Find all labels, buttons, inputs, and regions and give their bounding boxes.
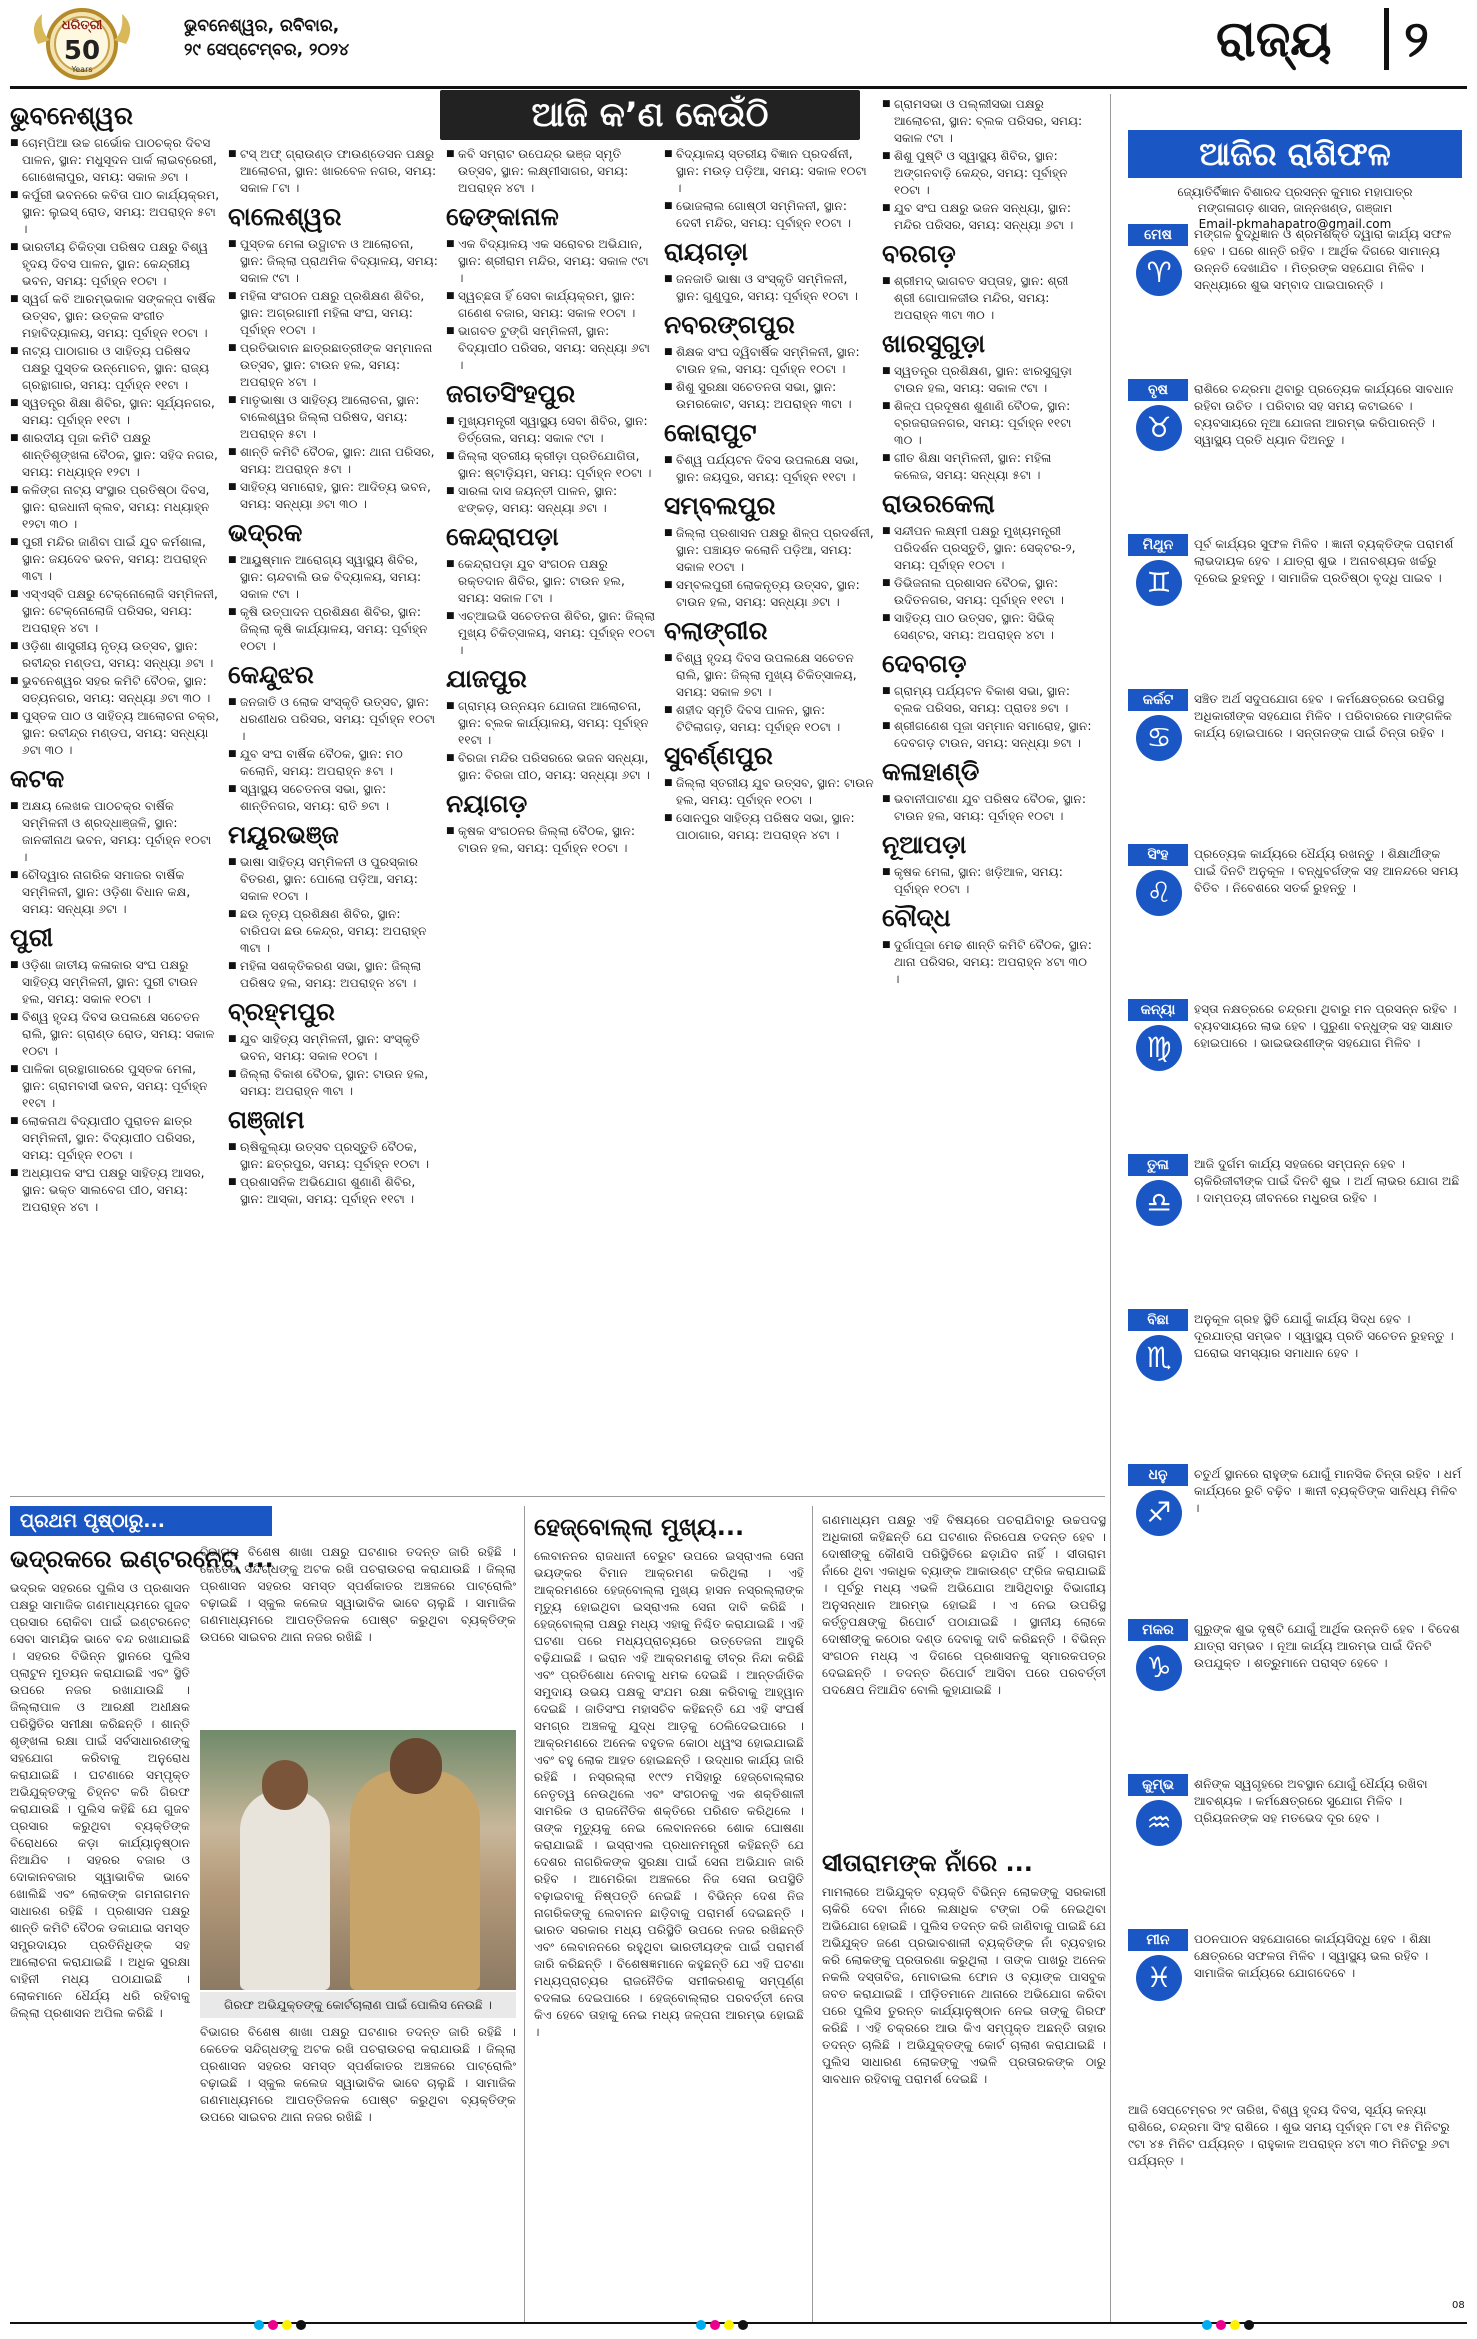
district-heading: ରାଉରକେଲା xyxy=(882,489,995,518)
zodiac-sign-entry xyxy=(1128,844,1462,994)
dateline xyxy=(184,14,349,62)
events-column xyxy=(882,96,1092,1492)
event-listing: ■ ସ୍ୱର୍ଗ କବି ଆରମ୍ଭକାଳ ସଙ୍କଳ୍ପ ବାର୍ଷିକ ଉତ୍ସବ, ସ୍ଥାନ: ଉତ୍କଳ ସଂଗୀତ ମହାବିଦ୍ୟାଳୟ, ସମୟ: ପୂର୍ବାହ୍ନ ୧୦ଟା । xyxy=(10,291,220,342)
district-heading: ବାଲେଶ୍ୱର xyxy=(228,202,342,231)
events-column xyxy=(664,146,874,1492)
zodiac-prediction-text: ହସ୍ତା ନକ୍ଷତ୍ରରେ ଚନ୍ଦ୍ରମା ଥିବାରୁ ମନ ପ୍ରସନ୍ନ ରହିବ । ବ୍ୟବସାୟରେ ଲାଭ ହେବ । ପୁରୁଣା ବନ୍ଧୁଙ୍କ ସହ ସାକ୍ଷାତ ହୋଇପାରେ । ଭାଇଭଉଣୀଙ୍କ ସହଯୋଗ ମିଳିବ । xyxy=(1194,1002,1457,1050)
events-column xyxy=(10,96,220,1492)
zodiac-symbol-icon: ♑ xyxy=(1136,1645,1182,1691)
events-column xyxy=(446,146,656,1492)
event-listing: ■ ଜିଲ୍ଲା ସ୍ତରୀୟ କ୍ରୀଡ଼ା ପ୍ରତିଯୋଗିତା, ସ୍ଥାନ: ଷ୍ଟାଡ଼ିୟମ, ସମୟ: ପୂର୍ବାହ୍ନ ୧୦ଟା । xyxy=(446,448,656,482)
anniversary-logo xyxy=(18,4,146,82)
event-listing: ■ ସ୍ୱଚ୍ଛତା ହିଁ ସେବା କାର୍ଯ୍ୟକ୍ରମ, ସ୍ଥାନ: ଗଣେଶ ବଜାର, ସମୟ: ସକାଳ ୧୦ଟା । xyxy=(446,288,656,322)
zodiac-symbol-icon: ♒ xyxy=(1136,1800,1182,1846)
reg-dot-cyan xyxy=(1202,2320,1212,2330)
event-listing: ■ ଗ୍ରାମସଭା ଓ ପଲ୍ଲୀସଭା ପକ୍ଷରୁ ଆଲୋଚନା, ସ୍ଥାନ: ବ୍ଲକ ପରିସର, ସମୟ: ସକାଳ ୯ଟା । xyxy=(882,96,1092,147)
zodiac-symbol-icon: ♊ xyxy=(1136,560,1182,606)
astrologer-email: Email-pkmahapatro@gmail.com xyxy=(1198,217,1392,231)
reg-dot-magenta xyxy=(1216,2320,1226,2330)
zodiac-sign-name: ତୁଳା xyxy=(1128,1154,1188,1176)
event-listing: ■ ଋଷିକୁଲ୍ୟା ଉତ୍ସବ ପ୍ରସ୍ତୁତି ବୈଠକ, ସ୍ଥାନ: ଛତ୍ରପୁର, ସମୟ: ପୂର୍ବାହ୍ନ ୧୦ଟା । xyxy=(228,1139,438,1173)
story-body-sitaram: ମାମଲାରେ ଅଭିଯୁକ୍ତ ବ୍ୟକ୍ତି ବିଭିନ୍ନ ଲୋକଙ୍କୁ ସରକାରୀ ଚାକିରି ଦେବା ନାଁରେ ଲକ୍ଷାଧିକ ଟଙ୍କା ଠକି ନେଇଥିବା ଅଭିଯୋଗ ହୋଇଛି । ପୁଲିସ ତଦନ୍ତ କରି ଜାଣିବାକୁ ପାଇଛି ଯେ ଅଭିଯୁକ୍ତ ଜଣେ ପ୍ରଭାବଶାଳୀ ବ୍ୟକ୍ତିଙ୍କ ନାଁ ବ୍ୟବହାର କରି ଲୋକଙ୍କୁ ପ୍ରତାରଣା କରୁଥିଲା । ତାଙ୍କ ପାଖରୁ ଅନେକ ନକଲି ଦସ୍ତାବିଜ, ମୋବାଇଲ ଫୋନ ଓ ବ୍ୟାଙ୍କ ପାସବୁକ ଜବତ କରାଯାଇଛି । ପୀଡ଼ିତମାନେ ଥାନାରେ ଅଭିଯୋଗ କରିବା ପରେ ପୁଲିସ ତୁରନ୍ତ କାର୍ଯ୍ୟାନୁଷ୍ଠାନ ନେଇ ତାଙ୍କୁ ଗିରଫ କରିଛି । ଏହି ଚକ୍ରରେ ଆଉ କିଏ ସମ୍ପୃକ୍ତ ଅଛନ୍ତି ତାହାର ତଦନ୍ତ ଚାଲିଛି । ଅଭିଯୁକ୍ତଙ୍କୁ କୋର୍ଟ ଚାଲାଣ କରାଯାଇଛି । ପୁଲିସ ସାଧାରଣ ଲୋକଙ୍କୁ ଏଭଳି ପ୍ରତାରକଙ୍କ ଠାରୁ ସାବଧାନ ରହିବାକୁ ପରାମର୍ଶ ଦେଇଛି । xyxy=(822,1885,1106,2086)
event-listing: ■ କେନ୍ଦ୍ରାପଡ଼ା ଯୁବ ସଂଗଠନ ପକ୍ଷରୁ ରକ୍ତଦାନ ଶିବିର, ସ୍ଥାନ: ଟାଉନ ହଲ, ସମୟ: ସକାଳ ୮ଟା । xyxy=(446,556,656,607)
front-page-continuation-tag: ପ୍ରଥମ ପୃଷ୍ଠାରୁ... xyxy=(10,1506,272,1536)
zodiac-prediction-text: ରାଶିରେ ଚନ୍ଦ୍ରମା ଥିବାରୁ ପ୍ରତ୍ୟେକ କାର୍ଯ୍ୟରେ ସାବଧାନ ରହିବା ଉଚିତ । ପରିବାର ସହ ସମୟ କଟାଇବେ । ବ୍ୟବସାୟରେ ନୂଆ ଯୋଜନା ଆରମ୍ଭ କରିପାରନ୍ତି । ସ୍ୱାସ୍ଥ୍ୟ ପ୍ରତି ଧ୍ୟାନ ଦିଅନ୍ତୁ । xyxy=(1194,382,1454,447)
event-listing: ■ ବିଶ୍ୱ ହୃଦୟ ଦିବସ ଉପଲକ୍ଷେ ସଚେତନ ରାଲି, ସ୍ଥାନ: ଗ୍ରାଣ୍ଡ ରୋଡ, ସମୟ: ସକାଳ ୧୦ଟା । xyxy=(10,1009,220,1060)
zodiac-symbol-icon: ♎ xyxy=(1136,1180,1182,1226)
event-listing: ■ ମହିଳା ସଶକ୍ତିକରଣ ସଭା, ସ୍ଥାନ: ଜିଲ୍ଲା ପରିଷଦ ହଲ, ସମୟ: ଅପରାହ୍ନ ୪ଟା । xyxy=(228,958,438,992)
event-listing: ■ ସୋନପୁର ସାହିତ୍ୟ ପରିଷଦ ସଭା, ସ୍ଥାନ: ପାଠାଗାର, ସମୟ: ଅପରାହ୍ନ ୪ଟା । xyxy=(664,810,874,844)
event-listing: ■ ଯୁବ ସଂଘ ବାର୍ଷିକ ବୈଠକ, ସ୍ଥାନ: ମଠ କଲୋନି, ସମୟ: ଅପରାହ୍ନ ୫ଟା । xyxy=(228,746,438,780)
zodiac-sign-entry xyxy=(1128,1154,1462,1304)
district-heading: ଯାଜପୁର xyxy=(446,664,527,693)
event-listing: ■ ଯୁବ ସଂଘ ପକ୍ଷରୁ ଭଜନ ସନ୍ଧ୍ୟା, ସ୍ଥାନ: ମନ୍ଦିର ପରିସର, ସମୟ: ସନ୍ଧ୍ୟା ୬ଟା । xyxy=(882,200,1092,234)
district-heading: ସୁବର୍ଣ୍ଣପୁର xyxy=(664,741,773,770)
column-rule xyxy=(1110,94,1111,2324)
reg-dot-magenta xyxy=(710,2320,720,2330)
zodiac-symbol-icon: ♉ xyxy=(1136,405,1182,451)
zodiac-symbol-icon: ♌ xyxy=(1136,870,1182,916)
district-heading: ଖାରସୁଗୁଡ଼ା xyxy=(882,329,986,358)
event-listing: ■ ବିଦ୍ୟାଳୟ ସ୍ତରୀୟ ବିଜ୍ଞାନ ପ୍ରଦର୍ଶନୀ, ସ୍ଥାନ: ମଉଡ଼ ପଡ଼ିଆ, ସମୟ: ସକାଳ ୧୦ଟା । xyxy=(664,146,874,197)
reg-dot-cyan xyxy=(254,2320,264,2330)
astrologer-address: ମଙ୍ଗଳାଗଡ଼ ଶାସନ, ଜାନ୍ନ‌ଖଣ୍ଡ, ଗଞ୍ଜାମ xyxy=(1197,201,1393,215)
event-listing: ■ ଭୁବନେଶ୍ୱର ସହର କମିଟି ବୈଠକ, ସ୍ଥାନ: ସତ୍ୟନଗର, ସମୟ: ସନ୍ଧ୍ୟା ୬ଟା ୩୦ । xyxy=(10,673,220,707)
event-listing: ■ ସ୍ୱାସ୍ଥ୍ୟ ସଚେତନତା ସଭା, ସ୍ଥାନ: ଶାନ୍ତିନଗର, ସମୟ: ରାତି ୭ଟା । xyxy=(228,781,438,815)
district-heading: ରାୟଗଡ଼ା xyxy=(664,237,748,266)
event-listing: ■ କୃଷି ଉତ୍ପାଦନ ପ୍ରଶିକ୍ଷଣ ଶିବିର, ସ୍ଥାନ: ଜିଲ୍ଲା କୃଷି କାର୍ଯ୍ୟାଳୟ, ସମୟ: ପୂର୍ବାହ୍ନ ୧୦ଟା । xyxy=(228,604,438,655)
zodiac-sign-entry xyxy=(1128,1929,1462,2079)
zodiac-sign-entry xyxy=(1128,534,1462,684)
event-listing: ■ ଗୀତ ଶିକ୍ଷା ସମ୍ମିଳନୀ, ସ୍ଥାନ: ମହିଳା କଲେଜ, ସମୟ: ସନ୍ଧ୍ୟା ୫ଟା । xyxy=(882,450,1092,484)
events-heading: ଆଜି କ’ଣ କେଉଁଠି xyxy=(440,90,860,140)
district-heading: ନୟାଗଡ଼ xyxy=(446,789,528,818)
zodiac-sign-entry xyxy=(1128,1619,1462,1769)
section-divider xyxy=(1384,8,1389,70)
event-listing: ■ ପାଳିକା ଗ୍ରନ୍ଥାଗାରରେ ପୁସ୍ତକ ମେଳା, ସ୍ଥାନ: ଗ୍ରାମବାସୀ ଭବନ, ସମୟ: ପୂର୍ବାହ୍ନ ୧୧ଟା । xyxy=(10,1061,220,1112)
horoscope-panel xyxy=(1120,122,1470,2327)
event-listing: ■ କଳିଙ୍ଗ ନାଟ୍ୟ ସଂସ୍ଥାର ପ୍ରତିଷ୍ଠା ଦିବସ, ସ୍ଥାନ: ରାଜଧାନୀ କ୍ଲବ, ସମୟ: ମଧ୍ୟାହ୍ନ ୧୨ଟା ୩୦ । xyxy=(10,482,220,533)
event-listing: ■ ଭାରତୀୟ ଚିକିତ୍ସା ପରିଷଦ ପକ୍ଷରୁ ବିଶ୍ୱ ହୃଦୟ ଦିବସ ପାଳନ, ସ୍ଥାନ: କେନ୍ଦ୍ରୀୟ ଭବନ, ସମୟ: ପୂର୍ବାହ୍ନ ୧୦ଟା । xyxy=(10,239,220,290)
district-heading: ଭଦ୍ରକ xyxy=(228,518,303,547)
logo-years-label: Years xyxy=(71,65,93,74)
district-heading: ନବରଙ୍ଗପୁର xyxy=(664,310,795,339)
event-listing: ■ ଭବାନୀପାଟଣା ଯୁବ ପରିଷଦ ବୈଠକ, ସ୍ଥାନ: ଟାଉନ ହଲ, ସମୟ: ପୂର୍ବାହ୍ନ ୧୦ଟା । xyxy=(882,791,1092,825)
event-listing: ■ ଅଧ୍ୟାପକ ସଂଘ ପକ୍ଷରୁ ସାହିତ୍ୟ ଆସର, ସ୍ଥାନ: ଭକ୍ତ ସାଲବେଗ ପୀଠ, ସମୟ: ଅପରାହ୍ନ ୪ଟା । xyxy=(10,1165,220,1216)
zodiac-prediction-text: ପୂର୍ବ କାର୍ଯ୍ୟର ସୁଫଳ ମିଳିବ । ଜ୍ଞାନୀ ବ୍ୟକ୍ତିଙ୍କ ପରାମର୍ଶ ଲାଭଦାୟକ ହେବ । ଯାତ୍ରା ଶୁଭ । ଅନାବଶ୍ୟକ ଖର୍ଚ୍ଚରୁ ଦୂରେଇ ରୁହନ୍ତୁ । ସାମାଜିକ ପ୍ରତିଷ୍ଠା ବୃଦ୍ଧି ପାଇବ । xyxy=(1194,537,1454,585)
story-column-rule xyxy=(812,1506,813,2322)
reg-dot-black xyxy=(1244,2320,1254,2330)
reg-dot-magenta xyxy=(268,2320,278,2330)
page-folio: 08 xyxy=(1452,2300,1465,2311)
zodiac-prediction-text: ପଠନପାଠନ ସହଯୋଗରେ କାର୍ଯ୍ୟସିଦ୍ଧି ହେବ । ଶିକ୍ଷା କ୍ଷେତ୍ରରେ ସଫଳତା ମିଳିବ । ସ୍ୱାସ୍ଥ୍ୟ ଭଲ ରହିବ । ସାମାଜିକ କାର୍ଯ୍ୟରେ ଯୋଗଦେବେ । xyxy=(1194,1932,1431,1980)
story-body-bhadrak-continued: ବିଭାଗର ବିଶେଷ ଶାଖା ପକ୍ଷରୁ ଘଟଣାର ତଦନ୍ତ ଜାରି ରହିଛି । କେତେକ ସନ୍ଦିଗ୍ଧଙ୍କୁ ଅଟକ ରଖି ପଚରାଉଚରା କରାଯାଉଛି । ଜିଲ୍ଲା ପ୍ରଶାସନ ସହରର ସମସ୍ତ ସ୍ପର୍ଶକାତର ଅଞ୍ଚଳରେ ପାଟ୍ରୋଲିଂ ବଢ଼ାଇଛି । ସ୍କୁଲ କଲେଜ ସ୍ୱାଭାବିକ ଭାବେ ଚାଲୁଛି । ସାମାଜିକ ଗଣମାଧ୍ୟମରେ ଆପତ୍ତିଜନକ ପୋଷ୍ଟ କରୁଥିବା ବ୍ୟକ୍ତିଙ୍କ ଉପରେ ସାଇବର ଥାନା ନଜର ରଖିଛି । xyxy=(200,1545,516,1644)
event-listing: ■ ଏଚ୍ଆଇଭି ସଚେତନତା ଶିବିର, ସ୍ଥାନ: ଜିଲ୍ଲା ମୁଖ୍ୟ ଚିକିତ୍ସାଳୟ, ସମୟ: ପୂର୍ବାହ୍ନ ୧୦ଟା । xyxy=(446,608,656,659)
event-listing: ■ ମାତୃଭାଷା ଓ ସାହିତ୍ୟ ଆଲୋଚନା, ସ୍ଥାନ: ବାଲେଶ୍ୱର ଜିଲ୍ଲା ପରିଷଦ, ସମୟ: ଅପରାହ୍ନ ୫ଟା । xyxy=(228,392,438,443)
photo-head-police xyxy=(390,1738,442,1794)
district-heading: ଜଗତସିଂହପୁର xyxy=(446,379,576,408)
district-heading: କେନ୍ଦ୍ରାପଡ଼ା xyxy=(446,522,559,551)
district-heading: କେନ୍ଦୁଝର xyxy=(228,660,314,689)
event-listing: ■ ଜନଜାତି ଭାଷା ଓ ସଂସ୍କୃତି ସମ୍ମିଳନୀ, ସ୍ଥାନ: ଗୁଣୁପୁର, ସମୟ: ପୂର୍ବାହ୍ନ ୧୦ଟା । xyxy=(664,271,874,305)
zodiac-prediction-text: ଗୁରୁଙ୍କ ଶୁଭ ଦୃଷ୍ଟି ଯୋଗୁଁ ଆର୍ଥିକ ଉନ୍ନତି ହେବ । ବିଦେଶ ଯାତ୍ରା ସମ୍ଭବ । ନୂଆ କାର୍ଯ୍ୟ ଆରମ୍ଭ ପାଇଁ ଦିନଟି ଉପଯୁକ୍ତ । ଶତ୍ରୁମାନେ ପରାସ୍ତ ହେବେ । xyxy=(1194,1622,1460,1670)
zodiac-symbol-icon: ♐ xyxy=(1136,1490,1182,1536)
event-listing: ■ ଶ୍ରୀଗଣେଶ ପୂଜା ସମ୍ମାନ ସମାରୋହ, ସ୍ଥାନ: ଦେବଗଡ଼ ଟାଉନ, ସମୟ: ସନ୍ଧ୍ୟା ୭ଟା । xyxy=(882,718,1092,752)
zodiac-sign-entry xyxy=(1128,999,1462,1149)
zodiac-symbol-icon: ♋ xyxy=(1136,715,1182,761)
zodiac-sign-name: ଧନୁ xyxy=(1128,1464,1188,1486)
zodiac-prediction-text: ଆଜି ଦୁର୍ଗମ କାର୍ଯ୍ୟ ସହଜରେ ସମ୍ପନ୍ନ ହେବ । ଚାକିରିଜୀବୀଙ୍କ ପାଇଁ ଦିନଟି ଶୁଭ । ଅର୍ଥ ଲାଭର ଯୋଗ ଅଛି । ଦାମ୍ପତ୍ୟ ଜୀବନରେ ମଧୁରତା ରହିବ । xyxy=(1194,1157,1460,1205)
zodiac-sign-entry xyxy=(1128,1309,1462,1459)
event-listing: ■ କବି ସମ୍ରାଟ ଉପେନ୍ଦ୍ର ଭଞ୍ଜ ସ୍ମୃତି ଉତ୍ସବ, ସ୍ଥାନ: ଲକ୍ଷ୍ମୀସାଗର, ସମୟ: ଅପରାହ୍ନ ୪ଟା । xyxy=(446,146,656,197)
district-heading: ଦେବଗଡ଼ xyxy=(882,649,967,678)
astrologer-name: ଜ୍ୟୋତିର୍ବିଜ୍ଞାନ ବିଶାରଦ ପ୍ରସନ୍ନ କୁମାର ମହାପାତ୍ର xyxy=(1177,185,1413,199)
event-listing: ■ ଲୋକନାଥ ବିଦ୍ୟାପୀଠ ପୁରାତନ ଛାତ୍ର ସମ୍ମିଳନୀ, ସ୍ଥାନ: ବିଦ୍ୟାପୀଠ ପରିସର, ସମୟ: ପୂର୍ବାହ୍ନ ୧୦ଟା । xyxy=(10,1113,220,1164)
zodiac-prediction-text: ଚତୁର୍ଥ ସ୍ଥାନରେ ରାହୁଙ୍କ ଯୋଗୁଁ ମାନସିକ ଚିନ୍ତା ରହିବ । ଧର୍ମ କାର୍ଯ୍ୟରେ ରୁଚି ବଢ଼ିବ । ଜ୍ଞାନୀ ବ୍ୟକ୍ତିଙ୍କ ସାନିଧ୍ୟ ମିଳିବ । xyxy=(1194,1467,1462,1515)
event-listing: ■ ଭାଷା ସାହିତ୍ୟ ସମ୍ମିଳନୀ ଓ ପୁରସ୍କାର ବିତରଣ, ସ୍ଥାନ: ପୋଲୋ ପଡ଼ିଆ, ସମୟ: ସକାଳ ୧୦ଟା । xyxy=(228,854,438,905)
zodiac-sign-entry xyxy=(1128,379,1462,529)
masthead-rule xyxy=(10,86,1467,89)
section-name: ରାଜ୍ୟ xyxy=(1216,10,1332,68)
event-listing: ■ ଶାନ୍ତି କମିଟି ବୈଠକ, ସ୍ଥାନ: ଥାନା ପରିସର, ସମୟ: ଅପରାହ୍ନ ୫ଟା । xyxy=(228,444,438,478)
masthead xyxy=(0,0,1477,88)
event-listing: ■ ଗ୍ରାମ୍ୟ ପର୍ଯ୍ୟଟନ ବିକାଶ ସଭା, ସ୍ଥାନ: ବ୍ଲକ ପରିସର, ସମୟ: ପ୍ରାତଃ ୭ଟା । xyxy=(882,683,1092,717)
event-listing: ■ କୃଷକ ମେଳା, ସ୍ଥାନ: ଖଡ଼ିଆଳ, ସମୟ: ପୂର୍ବାହ୍ନ ୧୦ଟା । xyxy=(882,864,1092,898)
event-listing: ■ କୃଷକ ସଂଗଠନର ଜିଲ୍ଲା ବୈଠକ, ସ୍ଥାନ: ଟାଉନ ହଲ, ସମୟ: ପୂର୍ବାହ୍ନ ୧୦ଟା । xyxy=(446,823,656,857)
event-listing: ■ ଯୁବ ସାହିତ୍ୟ ସମ୍ମିଳନୀ, ସ୍ଥାନ: ସଂସ୍କୃତି ଭବନ, ସମୟ: ସକାଳ ୧୦ଟା । xyxy=(228,1031,438,1065)
event-listing: ■ ଟସ୍ ଅଫ୍ ଗ୍ରାଉଣ୍ଡ ଫାଉଣ୍ଡେସନ ପକ୍ଷରୁ ଆଲୋଚନା, ସ୍ଥାନ: ଖାରବେଳ ନଗର, ସମୟ: ସକାଳ ୮ଟା । xyxy=(228,146,438,197)
event-listing: ■ ବିଶ୍ୱ ପର୍ଯ୍ୟଟନ ଦିବସ ଉପଲକ୍ଷେ ସଭା, ସ୍ଥାନ: ଜୟପୁର, ସମୟ: ପୂର୍ବାହ୍ନ ୧୧ଟା । xyxy=(664,452,874,486)
event-listing: ■ ପ୍ରଶାସନିକ ଅଭିଯୋଗ ଶୁଣାଣି ଶିବିର, ସ୍ଥାନ: ଆସ୍କା, ସମୟ: ପୂର୍ବାହ୍ନ ୧୧ଟା । xyxy=(228,1174,438,1208)
event-listing: ■ ପୁସ୍ତକ ମେଳା ଉଦ୍ଘାଟନ ଓ ଆଲୋଚନା, ସ୍ଥାନ: ଜିଲ୍ଲା ପ୍ରାଥମିକ ବିଦ୍ୟାଳୟ, ସମୟ: ସକାଳ ୯ଟା । xyxy=(228,236,438,287)
event-listing: ■ କର୍ପୁରୀ ଭବନରେ କବିତା ପାଠ କାର୍ଯ୍ୟକ୍ରମ, ସ୍ଥାନ: ଲୁଇସ୍ ରୋଡ, ସମୟ: ଅପରାହ୍ନ ୫ଟା । xyxy=(10,187,220,238)
zodiac-prediction-text: ପ୍ରତ୍ୟେକ କାର୍ଯ୍ୟରେ ଧୈର୍ଯ୍ୟ ରଖନ୍ତୁ । ଶିକ୍ଷାର୍ଥୀଙ୍କ ପାଇଁ ଦିନଟି ଅନୁକୂଳ । ବନ୍ଧୁବର୍ଗଙ୍କ ସହ ଆନନ୍ଦରେ ସମୟ ବିତିବ । ନିବେଶରେ ସତର୍କ ରୁହନ୍ତୁ । xyxy=(1194,847,1459,895)
event-listing: ■ ପୁରୀ ମନ୍ଦିର ଜାଣିବା ପାଇଁ ଯୁବ କର୍ମଶାଳା, ସ୍ଥାନ: ଜୟଦେବ ଭବନ, ସମୟ: ଅପରାହ୍ନ ୩ଟା । xyxy=(10,534,220,585)
zodiac-prediction-text: ମଙ୍ଗଳ ବୁଦ୍ଧିଜ୍ଞାନ ଓ ଶ୍ରମଶକ୍ତି ଦ୍ୱାରା କାର୍ଯ୍ୟ ସଫଳ ହେବ । ଘରେ ଶାନ୍ତି ରହିବ । ଆର୍ଥିକ ଦିଗରେ ସାମାନ୍ୟ ଉନ୍ନତି ଦେଖାଯିବ । ମିତ୍ରଙ୍କ ସହଯୋଗ ମିଳିବ । ସନ୍ଧ୍ୟାରେ ଶୁଭ ସମ୍ବାଦ ପାଇପାରନ୍ତି । xyxy=(1194,227,1452,292)
event-listing: ■ ଭାଗବତ ଟୁଙ୍ଗି ସମ୍ମିଳନୀ, ସ୍ଥାନ: ବିଦ୍ୟାପୀଠ ପରିସର, ସମୟ: ସନ୍ଧ୍ୟା ୬ଟା । xyxy=(446,323,656,374)
event-listing: ■ ସ୍ୱତନ୍ତ୍ର ଶିକ୍ଷା ଶିବିର, ସ୍ଥାନ: ସୂର୍ଯ୍ୟନଗର, ସମୟ: ପୂର୍ବାହ୍ନ ୧୧ଟା । xyxy=(10,395,220,429)
photo-figure-police xyxy=(350,1770,480,1990)
event-listing: ■ ଗ୍ରାମ୍ୟ ଉନ୍ନୟନ ଯୋଜନା ଆଲୋଚନା, ସ୍ଥାନ: ବ୍ଲକ କାର୍ଯ୍ୟାଳୟ, ସମୟ: ପୂର୍ବାହ୍ନ ୧୧ଟା । xyxy=(446,698,656,749)
event-listing: ■ ଅକ୍ଷୟ ଲେଖକ ପାଠଚକ୍ର ବାର୍ଷିକ ସମ୍ମିଳନୀ ଓ ଶ୍ରଦ୍ଧାଞ୍ଜଳି, ସ୍ଥାନ: ଜାନକୀନାଥ ଭବନ, ସମୟ: ପୂର୍ବାହ୍ନ ୧୦ଟା । xyxy=(10,798,220,866)
zodiac-sign-name: ସିଂହ xyxy=(1128,844,1188,866)
district-heading: କଟକ xyxy=(10,764,65,793)
news-photo-police-escort xyxy=(200,1730,516,1990)
zodiac-sign-entry xyxy=(1128,1464,1462,1614)
zodiac-sign-entry xyxy=(1128,1774,1462,1924)
event-listing: ■ ଓଡ଼ିଶା ଜାତୀୟ କଳାକାର ସଂଘ ପକ୍ଷରୁ ସାହିତ୍ୟ ସମ୍ମିଳନୀ, ସ୍ଥାନ: ପୁରୀ ଟାଉନ ହଲ, ସମୟ: ସକାଳ ୧୦ଟା । xyxy=(10,957,220,1008)
story-body-hezbollah-continued: ଗଣମାଧ୍ୟମ ପକ୍ଷରୁ ଏହି ବିଷୟରେ ପଚରାଯିବାରୁ ଉଚ୍ଚପଦସ୍ଥ ଅଧିକାରୀ କହିଛନ୍ତି ଯେ ଘଟଣାର ନିରପେକ୍ଷ ତଦନ୍ତ ହେବ । ଦୋଷୀଙ୍କୁ କୌଣସି ପରିସ୍ଥିତିରେ ଛଡ଼ାଯିବ ନାହିଁ । ସୀତାରାମ ନାଁରେ ଥିବା ଏକାଧିକ ବ୍ୟାଙ୍କ ଆକାଉଣ୍ଟ ଫ୍ରିଜ କରାଯାଇଛି । ପୂର୍ବରୁ ମଧ୍ୟ ଏଭଳି ଅଭିଯୋଗ ଆସିଥିବାରୁ ବିଭାଗୀୟ ଅନୁସନ୍ଧାନ ଆରମ୍ଭ ହୋଇଛି । ଏ ନେଇ ଉପରିସ୍ଥ କର୍ତ୍ତୃପକ୍ଷଙ୍କୁ ରିପୋର୍ଟ ପଠାଯାଇଛି । ସ୍ଥାନୀୟ ଲୋକେ ଦୋଷୀଙ୍କୁ କଠୋର ଦଣ୍ଡ ଦେବାକୁ ଦାବି କରିଛନ୍ତି । ବିଭିନ୍ନ ସଂଗଠନ ମଧ୍ୟ ଏ ଦିଗରେ ପ୍ରଶାସନକୁ ସ୍ମାରକପତ୍ର ଦେଇଛନ୍ତି । ତଦନ୍ତ ରିପୋର୍ଟ ଆସିବା ପରେ ପରବର୍ତ୍ତୀ ପଦକ୍ଷେପ ନିଆଯିବ ବୋଲି କୁହାଯାଇଛି । xyxy=(822,1513,1106,1697)
reg-dot-cyan xyxy=(696,2320,706,2330)
event-listing: ■ ସନ୍ଦୀପନ ଲକ୍ଷ୍ମୀ ପକ୍ଷରୁ ମୁଖ୍ୟମନ୍ତ୍ରୀ ପରିଦର୍ଶନ ପ୍ରସ୍ତୁତି, ସ୍ଥାନ: ସେକ୍ଟର-୨, ସମୟ: ପୂର୍ବାହ୍ନ ୧୦ଟା । xyxy=(882,523,1092,574)
event-listing: ■ ମୁଖ୍ୟମନ୍ତ୍ରୀ ସ୍ୱାସ୍ଥ୍ୟ ସେବା ଶିବିର, ସ୍ଥାନ: ତିର୍ତ୍ତୋଲ, ସମୟ: ସକାଳ ୯ଟା । xyxy=(446,413,656,447)
zodiac-sign-entry xyxy=(1128,224,1462,374)
event-listing: ■ ଜିଲ୍ଲା ବିକାଶ ବୈଠକ, ସ୍ଥାନ: ଟାଉନ ହଲ, ସମୟ: ଅପରାହ୍ନ ୩ଟା । xyxy=(228,1066,438,1100)
event-listing: ■ ସ୍ୱତନ୍ତ୍ର ପ୍ରଶିକ୍ଷଣ, ସ୍ଥାନ: ଝାରସୁଗୁଡ଼ା ଟାଉନ ହଲ, ସମୟ: ସକାଳ ୯ଟା । xyxy=(882,363,1092,397)
district-heading: ନୂଆପଡ଼ା xyxy=(882,830,967,859)
zodiac-sign-entry xyxy=(1128,689,1462,839)
panchang-note: ଆଜି ସେପ୍ଟେମ୍ବର ୨୯ ତାରିଖ, ବିଶ୍ୱ ହୃଦୟ ଦିବସ, ସୂର୍ଯ୍ୟ କନ୍ୟା ରାଶିରେ, ଚନ୍ଦ୍ରମା ସିଂହ ରାଶିରେ । ଶୁଭ ସମୟ ପୂର୍ବାହ୍ନ ୮ଟା ୧୫ ମିନିଟରୁ ୯ଟା ୪୫ ମିନିଟ ପର୍ଯ୍ୟନ୍ତ । ରାହୁକାଳ ଅପରାହ୍ନ ୪ଟା ୩୦ ମିନିଟରୁ ୬ଟା ପର୍ଯ୍ୟନ୍ତ । xyxy=(1128,2103,1450,2168)
event-listing: ■ ମହିଳା ସଂଗଠନ ପକ୍ଷରୁ ପ୍ରଶିକ୍ଷଣ ଶିବିର, ସ୍ଥାନ: ଅଗ୍ରଗାମୀ ମହିଳା ସଂଘ, ସମୟ: ପୂର୍ବାହ୍ନ ୧୦ଟା । xyxy=(228,288,438,339)
district-heading: ସମ୍ବଲପୁର xyxy=(664,491,776,520)
zodiac-sign-name: ବୃଷ xyxy=(1128,379,1188,401)
district-heading: ଭୁବନେଶ୍ୱର xyxy=(10,101,133,130)
event-listing: ■ ପୁସ୍ତକ ପାଠ ଓ ସାହିତ୍ୟ ଆଲୋଚନା ଚକ୍ର, ସ୍ଥାନ: ରବୀନ୍ଦ୍ର ମଣ୍ଡପ, ସମୟ: ସନ୍ଧ୍ୟା ୬ଟା ୩୦ । xyxy=(10,708,220,759)
zodiac-sign-name: ମେଷ xyxy=(1128,224,1188,246)
event-listing: ■ ଡିଭିଜନାଲ ପ୍ରଶାସନ ବୈଠକ, ସ୍ଥାନ: ଉଦିତନଗର, ସମୟ: ପୂର୍ବାହ୍ନ ୧୧ଟା । xyxy=(882,575,1092,609)
story-headline-bhadrak: ଭଦ୍ରକରେ ଇଣ୍ଟରନେଟ୍ ... xyxy=(10,1545,274,1573)
event-listing: ■ ଜିଲ୍ଲା ପ୍ରଶାସନ ପକ୍ଷରୁ ଶିଳ୍ପ ପ୍ରଦର୍ଶନୀ, ସ୍ଥାନ: ପଞ୍ଚାୟତ କଲୋନି ପଡ଼ିଆ, ସମୟ: ସକାଳ ୧୦ଟା । xyxy=(664,525,874,576)
event-listing: ■ ଦୁର୍ଗାପୂଜା ମେଢ ଶାନ୍ତି କମିଟି ବୈଠକ, ସ୍ଥାନ: ଥାନା ପରିସର, ସମୟ: ଅପରାହ୍ନ ୪ଟା ୩୦ । xyxy=(882,937,1092,988)
event-listing: ■ ଶିକ୍ଷକ ସଂଘ ଦ୍ୱିବାର୍ଷିକ ସମ୍ମିଳନୀ, ସ୍ଥାନ: ଟାଉନ ହଲ, ସମୟ: ପୂର୍ବାହ୍ନ ୧୦ଟା । xyxy=(664,344,874,378)
event-listing: ■ ଶାରଦୀୟ ପୂଜା କମିଟି ପକ୍ଷରୁ ଶାନ୍ତିଶୃଙ୍ଖଳା ବୈଠକ, ସ୍ଥାନ: ସହିଦ ନଗର, ସମୟ: ମଧ୍ୟାହ୍ନ ୧୨ଟା । xyxy=(10,430,220,481)
event-listing: ■ ଏସ୍‌ଏସ୍‌ବି ପକ୍ଷରୁ ଟେକ୍ନୋଲୋଜି ସମ୍ମିଳନୀ, ସ୍ଥାନ: ଟେକ୍ନୋଲୋଜି ପରିସର, ସମୟ: ଅପରାହ୍ନ ୪ଟା । xyxy=(10,586,220,637)
district-heading: ବଲାଙ୍ଗୀର xyxy=(664,616,768,645)
event-listing: ■ ନାଟ୍ୟ ପାଠାଗାର ଓ ସାହିତ୍ୟ ପରିଷଦ ପକ୍ଷରୁ ପୁସ୍ତକ ଉନ୍ମୋଚନ, ସ୍ଥାନ: ରାଜ୍ୟ ଗ୍ରନ୍ଥାଗାର, ସମୟ: ପୂର୍ବାହ୍ନ ୧୧ଟା । xyxy=(10,343,220,394)
reg-dot-black xyxy=(296,2320,306,2330)
zodiac-prediction-text: ଅନୁକୂଳ ଗ୍ରହ ସ୍ଥିତି ଯୋଗୁଁ କାର୍ଯ୍ୟ ସିଦ୍ଧ ହେବ । ଦୂରଯାତ୍ରା ସମ୍ଭବ । ସ୍ୱାସ୍ଥ୍ୟ ପ୍ରତି ସଚେତନ ରୁହନ୍ତୁ । ଘରୋଇ ସମସ୍ୟାର ସମାଧାନ ହେବ । xyxy=(1194,1312,1454,1360)
event-listing: ■ ଜନଜାତି ଓ ଲୋକ ସଂସ୍କୃତି ଉତ୍ସବ, ସ୍ଥାନ: ଧରଣୀଧର ପରିସର, ସମୟ: ପୂର୍ବାହ୍ନ ୧୦ଟା । xyxy=(228,694,438,745)
logo-text: ଧରିତ୍ରୀ xyxy=(61,18,103,33)
event-listing: ■ ଶିଶୁ ସୁରକ୍ଷା ସଚେତନତା ସଭା, ସ୍ଥାନ: ଉମରକୋଟ, ସମୟ: ଅପରାହ୍ନ ୩ଟା । xyxy=(664,379,874,413)
story-headline-sitaram: ସୀତାରାମଙ୍କ ନାଁରେ ... xyxy=(822,1849,1033,1877)
story-column-rule xyxy=(524,1506,525,2322)
photo-figure-accused xyxy=(240,1790,330,1990)
event-listing: ■ ସାହିତ୍ୟ ସମାରୋହ, ସ୍ଥାନ: ଆଦିତ୍ୟ ଭବନ, ସମୟ: ସନ୍ଧ୍ୟା ୬ଟା ୩୦ । xyxy=(228,479,438,513)
event-listing: ■ ଚୌଦ୍ୱାର ନାଗରିକ ସମାଜର ବାର୍ଷିକ ସମ୍ମିଳନୀ, ସ୍ଥାନ: ଓଡ଼ିଶା ବିଧାନ କକ୍ଷ, ସମୟ: ସନ୍ଧ୍ୟା ୬ଟା । xyxy=(10,867,220,918)
event-listing: ■ ଓଡ଼ିଶା ଶାସ୍ତ୍ରୀୟ ନୃତ୍ୟ ଉତ୍ସବ, ସ୍ଥାନ: ରବୀନ୍ଦ୍ର ମଣ୍ଡପ, ସମୟ: ସନ୍ଧ୍ୟା ୬ଟା । xyxy=(10,638,220,672)
logo-years: 50 xyxy=(63,36,101,66)
zodiac-symbol-icon: ♓ xyxy=(1136,1955,1182,2001)
story-headline-hezbollah: ହେଜ୍‌ବୋଲ୍ଲା ମୁଖ୍ୟ... xyxy=(534,1513,745,1541)
section-rule xyxy=(10,1496,1105,1497)
event-listing: ■ ସାରଳା ଦାସ ଜୟନ୍ତୀ ପାଳନ, ସ୍ଥାନ: ଝଙ୍କଡ଼, ସମୟ: ସନ୍ଧ୍ୟା ୬ଟା । xyxy=(446,483,656,517)
horoscope-title: ଆଜିର ରାଶିଫଳ xyxy=(1128,130,1462,178)
district-heading: ଢେଙ୍କାନାଳ xyxy=(446,202,559,231)
zodiac-sign-name: କର୍କଟ xyxy=(1128,689,1188,711)
event-listing: ■ ବିରଜା ମନ୍ଦିର ପରିସରରେ ଭଜନ ସନ୍ଧ୍ୟା, ସ୍ଥାନ: ବିରଜା ପୀଠ, ସମୟ: ସନ୍ଧ୍ୟା ୬ଟା । xyxy=(446,750,656,784)
zodiac-symbol-icon: ♈ xyxy=(1136,250,1182,296)
district-heading: କଳାହାଣ୍ଡି xyxy=(882,757,980,786)
photo-caption: ଗିରଫ ଅଭିଯୁକ୍ତଙ୍କୁ କୋର୍ଟଚାଲାଣ ପାଇଁ ପୋଲିସ ନେଉଛି । xyxy=(200,1992,516,2018)
event-listing: ■ ସାହିତ୍ୟ ପାଠ ଉତ୍ସବ, ସ୍ଥାନ: ସିଭିକ୍ ସେଣ୍ଟର, ସମୟ: ଅପରାହ୍ନ ୪ଟା । xyxy=(882,610,1092,644)
reg-dot-yellow xyxy=(1230,2320,1240,2330)
event-listing: ■ ଚୋମ୍ପିଆ ଉଚ୍ଚ ଗର୍ଭୋକ ପାଠଚକ୍ର ଦିବସ ପାଳନ, ସ୍ଥାନ: ମଧୁସୂଦନ ପାର୍କ ଲାଇବ୍ରେରୀ, ଗୋଖେଲାପୁର, ସମୟ: ସକାଳ ୬ଟା । xyxy=(10,135,220,186)
event-listing: ■ ବିଶ୍ୱ ହୃଦୟ ଦିବସ ଉପଲକ୍ଷେ ସଚେତନ ରାଲି, ସ୍ଥାନ: ଜିଲ୍ଲା ମୁଖ୍ୟ ଚିକିତ୍ସାଳୟ, ସମୟ: ସକାଳ ୭ଟା । xyxy=(664,650,874,701)
district-heading: କୋରାପୁଟ xyxy=(664,418,757,447)
district-heading: ବୌଦ୍ଧ xyxy=(882,903,951,932)
zodiac-sign-name: ମକର xyxy=(1128,1619,1188,1641)
event-listing: ■ ସମ୍ବଲପୁରୀ ଲୋକନୃତ୍ୟ ଉତ୍ସବ, ସ୍ଥାନ: ଟାଉନ ହଲ, ସମୟ: ସନ୍ଧ୍ୟା ୬ଟା । xyxy=(664,577,874,611)
district-heading: ଗଞ୍ଜାମ xyxy=(228,1105,305,1134)
story-body-hezbollah: ଲେବାନନର ରାଜଧାନୀ ବେରୁଟ ଉପରେ ଇସ୍ରାଏଲ ସେନା ଭୟଙ୍କର ବିମାନ ଆକ୍ରମଣ କରିଥିଲା । ଏହି ଆକ୍ରମଣରେ ହେଜ୍‌ବୋଲ୍ଲା ମୁଖ୍ୟ ହାସନ ନସ୍‌ରଲ୍ଲାଙ୍କ ମୃତ୍ୟୁ ହୋଇଥିବା ଇସ୍ରାଏଲ ସେନା ଦାବି କରିଛି । ହେଜ୍‌ବୋଲ୍ଲା ପକ୍ଷରୁ ମଧ୍ୟ ଏହାକୁ ନିଶ୍ଚିତ କରାଯାଇଛି । ଏହି ଘଟଣା ପରେ ମଧ୍ୟପ୍ରାଚ୍ୟରେ ଉତ୍ତେଜନା ଆହୁରି ବଢ଼ିଯାଇଛି । ଇରାନ ଏହି ଆକ୍ରମଣକୁ ତୀବ୍ର ନିନ୍ଦା କରିଛି ଏବଂ ପ୍ରତିଶୋଧ ନେବାକୁ ଧମକ ଦେଇଛି । ଆନ୍ତର୍ଜାତିକ ସମୁଦାୟ ଉଭୟ ପକ୍ଷକୁ ସଂଯମ ରକ୍ଷା କରିବାକୁ ଆହ୍ୱାନ ଦେଇଛି । ଜାତିସଂଘ ମହାସଚିବ କହିଛନ୍ତି ଯେ ଏହି ସଂଘର୍ଷ ସମଗ୍ର ଅଞ୍ଚଳକୁ ଯୁଦ୍ଧ ଆଡ଼କୁ ଠେଲିଦେଇପାରେ । ଆକ୍ରମଣରେ ଅନେକ ବହୁତଳ କୋଠା ଧ୍ୱଂସ ହୋଇଯାଇଛି ଏବଂ ବହୁ ଲୋକ ଆହତ ହୋଇଛନ୍ତି । ଉଦ୍ଧାର କାର୍ଯ୍ୟ ଜାରି ରହିଛି । ନସ୍‌ରଲ୍ଲା ୧୯୯୨ ମସିହାରୁ ହେଜ୍‌ବୋଲ୍ଲାର ନେତୃତ୍ୱ ନେଉଥିଲେ ଏବଂ ସଂଗଠନକୁ ଏକ ଶକ୍ତିଶାଳୀ ସାମରିକ ଓ ରାଜନୈତିକ ଶକ୍ତିରେ ପରିଣତ କରିଥିଲେ । ତାଙ୍କ ମୃତ୍ୟୁକୁ ନେଇ ଲେବାନନରେ ଶୋକ ଘୋଷଣା କରାଯାଇଛି । ଇସ୍ରାଏଲ ପ୍ରଧାନମନ୍ତ୍ରୀ କହିଛନ୍ତି ଯେ ଦେଶର ନାଗରିକଙ୍କ ସୁରକ୍ଷା ପାଇଁ ସେନା ଅଭିଯାନ ଜାରି ରହିବ । ଆମେରିକା ଅଞ୍ଚଳରେ ନିଜ ସେନା ଉପସ୍ଥିତି ବଢ଼ାଇବାକୁ ନିଷ୍ପତ୍ତି ନେଇଛି । ବିଭିନ୍ନ ଦେଶ ନିଜ ନାଗରିକଙ୍କୁ ଲେବାନନ ଛାଡ଼ିବାକୁ ପରାମର୍ଶ ଦେଇଛନ୍ତି । ଭାରତ ସରକାର ମଧ୍ୟ ପରିସ୍ଥିତି ଉପରେ ନଜର ରଖିଛନ୍ତି ଏବଂ ଲେବାନନରେ ରହୁଥିବା ଭାରତୀୟଙ୍କ ପାଇଁ ପରାମର୍ଶ ଜାରି କରିଛନ୍ତି । ବିଶେଷଜ୍ଞମାନେ କହୁଛନ୍ତି ଯେ ଏହି ଘଟଣା ମଧ୍ୟପ୍ରାଚ୍ୟର ରାଜନୈତିକ ସମୀକରଣକୁ ସମ୍ପୂର୍ଣ୍ଣ ବଦଳାଇ ଦେଇପାରେ । ହେଜ୍‌ବୋଲ୍ଲାର ପରବର୍ତ୍ତୀ ନେତା କିଏ ହେବେ ତାହାକୁ ନେଇ ମଧ୍ୟ ଜଳ୍ପନା ଆରମ୍ଭ ହୋଇଛି । xyxy=(534,1549,804,2039)
event-listing: ■ ଜିଲ୍ଲା ସ୍ତରୀୟ ଯୁବ ଉତ୍ସବ, ସ୍ଥାନ: ଟାଉନ ହଲ, ସମୟ: ପୂର୍ବାହ୍ନ ୧୦ଟା । xyxy=(664,775,874,809)
zodiac-sign-name: ବିଛା xyxy=(1128,1309,1188,1331)
page-number: ୨ xyxy=(1404,10,1429,68)
zodiac-symbol-icon: ♏ xyxy=(1136,1335,1182,1381)
zodiac-sign-name: ମୀନ xyxy=(1128,1929,1188,1951)
dateline-place-day: ଭୁବନେଶ୍ୱର, ରବିବାର, xyxy=(184,16,340,36)
dateline-date: ୨୯ ସେପ୍ଟେମ୍ବର, ୨୦୨୪ xyxy=(184,40,350,60)
reg-dot-black xyxy=(738,2320,748,2330)
district-heading: ମୟୂରଭଞ୍ଜ xyxy=(228,820,339,849)
print-registration-marks xyxy=(0,2318,1477,2338)
district-heading: ବ୍ରହ୍ମପୁର xyxy=(228,997,335,1026)
reg-dot-yellow xyxy=(282,2320,292,2330)
reg-dot-yellow xyxy=(724,2320,734,2330)
event-listing: ■ ଶ୍ରୀମଦ୍ ଭାଗବତ ସପ୍ତାହ, ସ୍ଥାନ: ଶ୍ରୀ ଶ୍ରୀ ଗୋପାଳଜୀଉ ମନ୍ଦିର, ସମୟ: ଅପରାହ୍ନ ୩ଟା ୩୦ । xyxy=(882,273,1092,324)
zodiac-sign-name: ମିଥୁନ xyxy=(1128,534,1188,556)
event-listing: ■ ଭୋଜଲାଲ ଗୋଷ୍ଠୀ ସମ୍ମିଳନୀ, ସ୍ଥାନ: ଦେବୀ ମନ୍ଦିର, ସମୟ: ପୂର୍ବାହ୍ନ ୧୦ଟା । xyxy=(664,198,874,232)
event-listing: ■ ଛଉ ନୃତ୍ୟ ପ୍ରଶିକ୍ଷଣ ଶିବିର, ସ୍ଥାନ: ବାରିପଦା ଛଉ କେନ୍ଦ୍ର, ସମୟ: ଅପରାହ୍ନ ୩ଟା । xyxy=(228,906,438,957)
zodiac-sign-name: କୁମ୍ଭ xyxy=(1128,1774,1188,1796)
zodiac-prediction-text: ଶନିଙ୍କ ସ୍ୱଗୃହରେ ଅବସ୍ଥାନ ଯୋଗୁଁ ଧୈର୍ଯ୍ୟ ରଖିବା ଆବଶ୍ୟକ । କର୍ମକ୍ଷେତ୍ରରେ ସୁଯୋଗ ମିଳିବ । ପ୍ରିୟଜନଙ୍କ ସହ ମତଭେଦ ଦୂର ହେବ । xyxy=(1194,1777,1428,1825)
district-heading: ବରଗଡ଼ xyxy=(882,239,956,268)
event-listing: ■ ଶହୀଦ ସ୍ମୃତି ଦିବସ ପାଳନ, ସ୍ଥାନ: ଟିଟିଲାଗଡ଼, ସମୟ: ପୂର୍ବାହ୍ନ ୧୦ଟା । xyxy=(664,702,874,736)
zodiac-symbol-icon: ♍ xyxy=(1136,1025,1182,1071)
event-listing: ■ ଆୟୁଷ୍ମାନ ଆରୋଗ୍ୟ ସ୍ୱାସ୍ଥ୍ୟ ଶିବିର, ସ୍ଥାନ: ଚାନ୍ଦବାଲି ଉଚ୍ଚ ବିଦ୍ୟାଳୟ, ସମୟ: ସକାଳ ୯ଟା । xyxy=(228,552,438,603)
event-listing: ■ ଶିଳ୍ପ ପ୍ରଦୂଷଣ ଶୁଣାଣି ବୈଠକ, ସ୍ଥାନ: ବ୍ରଜରାଜନଗର, ସମୟ: ପୂର୍ବାହ୍ନ ୧୧ଟା ୩୦ । xyxy=(882,398,1092,449)
event-listing: ■ ପ୍ରତିଭାବାନ ଛାତ୍ରଛାତ୍ରୀଙ୍କ ସମ୍ମାନନା ଉତ୍ସବ, ସ୍ଥାନ: ଟାଉନ ହଲ, ସମୟ: ଅପରାହ୍ନ ୪ଟା । xyxy=(228,340,438,391)
zodiac-sign-name: କନ୍ୟା xyxy=(1128,999,1188,1021)
story-body-bhadrak: ଭଦ୍ରକ ସହରରେ ପୁଲିସ ଓ ପ୍ରଶାସନ ପକ୍ଷରୁ ସାମାଜିକ ଗଣମାଧ୍ୟମରେ ଗୁଜବ ପ୍ରସାର ରୋକିବା ପାଇଁ ଇଣ୍ଟରନେଟ୍ ସେବା ସାମୟିକ ଭାବେ ବନ୍ଦ ରଖାଯାଇଛି । ସହରର ବିଭିନ୍ନ ସ୍ଥାନରେ ପୁଲିସ ପ୍ଲାଟୁନ ମୁତୟନ କରାଯାଇଛି ଏବଂ ସ୍ଥିତି ଉପରେ ନଜର ରଖାଯାଉଛି । ଜିଲ୍ଲାପାଳ ଓ ଆରକ୍ଷୀ ଅଧୀକ୍ଷକ ପରିସ୍ଥିତିର ସମୀକ୍ଷା କରିଛନ୍ତି । ଶାନ୍ତି ଶୃଙ୍ଖଳା ରକ୍ଷା ପାଇଁ ସର୍ବସାଧାରଣଙ୍କୁ ସହଯୋଗ କରିବାକୁ ଅନୁରୋଧ କରାଯାଇଛି । ଘଟଣାରେ ସମ୍ପୃକ୍ତ ଅଭିଯୁକ୍ତଙ୍କୁ ଚିହ୍ନଟ କରି ଗିରଫ କରାଯାଉଛି । ପୁଲିସ କହିଛି ଯେ ଗୁଜବ ପ୍ରସାର କରୁଥିବା ବ୍ୟକ୍ତିଙ୍କ ବିରୋଧରେ କଡ଼ା କାର୍ଯ୍ୟାନୁଷ୍ଠାନ ନିଆଯିବ । ସହରର ବଜାର ଓ ଦୋକାନବଜାର ସ୍ୱାଭାବିକ ଭାବେ ଖୋଲିଛି ଏବଂ ଲୋକଙ୍କ ଗମନାଗମନ ସାଧାରଣ ରହିଛି । ପ୍ରଶାସନ ପକ୍ଷରୁ ଶାନ୍ତି କମିଟି ବୈଠକ ଡକାଯାଇ ସମସ୍ତ ସମ୍ପ୍ରଦାୟର ପ୍ରତିନିଧିଙ୍କ ସହ ଆଲୋଚନା କରାଯାଇଛି । ଅଧିକ ସୁରକ୍ଷା ବାହିନୀ ମଧ୍ୟ ପଠାଯାଇଛି । ଲୋକମାନେ ଧୈର୍ଯ୍ୟ ଧରି ରହିବାକୁ ଜିଲ୍ଲା ପ୍ରଶାସନ ଅପିଲ କରିଛି । xyxy=(10,1581,190,2020)
district-heading: ପୁରୀ xyxy=(10,923,54,952)
events-column xyxy=(228,146,438,1492)
event-listing: ■ ଏକ ବିଦ୍ୟାଳୟ ଏକ ସରୋବର ଅଭିଯାନ, ସ୍ଥାନ: ଶ୍ରୀରାମ ମନ୍ଦିର, ସମୟ: ସକାଳ ୯ଟା । xyxy=(446,236,656,287)
event-listing: ■ ଶିଶୁ ପୁଷ୍ଟି ଓ ସ୍ୱାସ୍ଥ୍ୟ ଶିବିର, ସ୍ଥାନ: ଅଙ୍ଗନବାଡ଼ି କେନ୍ଦ୍ର, ସମୟ: ପୂର୍ବାହ୍ନ ୧୦ଟା । xyxy=(882,148,1092,199)
story-body-bhadrak-tail: ବିଭାଗର ବିଶେଷ ଶାଖା ପକ୍ଷରୁ ଘଟଣାର ତଦନ୍ତ ଜାରି ରହିଛି । କେତେକ ସନ୍ଦିଗ୍ଧଙ୍କୁ ଅଟକ ରଖି ପଚରାଉଚରା କରାଯାଉଛି । ଜିଲ୍ଲା ପ୍ରଶାସନ ସହରର ସମସ୍ତ ସ୍ପର୍ଶକାତର ଅଞ୍ଚଳରେ ପାଟ୍ରୋଲିଂ ବଢ଼ାଇଛି । ସ୍କୁଲ କଲେଜ ସ୍ୱାଭାବିକ ଭାବେ ଚାଲୁଛି । ସାମାଜିକ ଗଣମାଧ୍ୟମରେ ଆପତ୍ତିଜନକ ପୋଷ୍ଟ କରୁଥିବା ବ୍ୟକ୍ତିଙ୍କ ଉପରେ ସାଇବର ଥାନା ନଜର ରଖିଛି । xyxy=(200,2025,516,2124)
photo-head-accused xyxy=(262,1760,308,1810)
zodiac-prediction-text: ସଞ୍ଚିତ ଅର୍ଥ ସଦୁପଯୋଗ ହେବ । କର୍ମକ୍ଷେତ୍ରରେ ଉପରିସ୍ଥ ଅଧିକାରୀଙ୍କ ସହଯୋଗ ମିଳିବ । ପରିବାରରେ ମାଙ୍ଗଳିକ କାର୍ଯ୍ୟ ହୋଇପାରେ । ସନ୍ତାନଙ୍କ ପାଇଁ ଚିନ୍ତା ରହିବ । xyxy=(1194,692,1453,740)
